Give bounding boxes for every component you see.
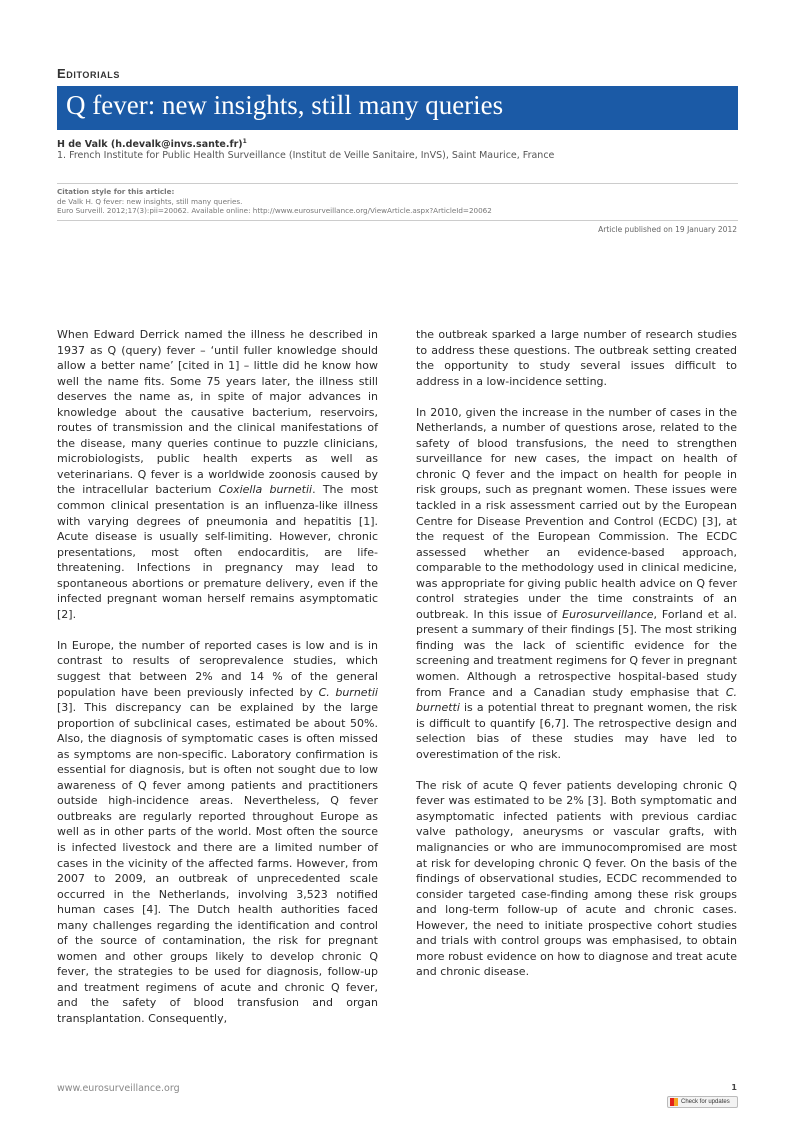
citation-line[interactable]: Euro Surveill. 2012;17(3):pii=20062. Available online: http://www.eurosurveillance.org/ViewArticle.aspx?ArticleId=20062 — [57, 206, 492, 215]
paragraph: In Europe, the number of reported cases is low and is in contrast to results of seroprevalence studies, which suggest that between 2% and 14 % of the general population have been previously infected by C. burnetii [3]. This discrepancy can be explained by the large proportion of subclinical cases, estimated be about 50%. Also, the diagnosis of symptomatic cases is often missed as symptoms are non-specific. Laboratory confirmation is essential for diagnosis, but is often not sought due to low awareness of Q fever among patients and practitioners outside high-incidence areas. Nevertheless, Q fever outbreaks are regularly reported throughout Europe as well as in other parts of the world. Most often the source is infected livestock and there are a limited number of cases in the vicinity of the affected farms. However, from 2007 to 2009, an outbreak of unprecedented scale occurred in the Netherlands, involving 3,523 notified human cases [4]. The Dutch health authorities faced many challenges regarding the identification and control of the source of contamination, the risk for pregnant women and other groups likely to develop chronic Q fever, the strategies to be used for diagnosis, follow-up and treatment regimens of acute and chronic Q fever, and the safety of blood transfusion and organ transplantation. Consequently, — [57, 638, 378, 1026]
check-for-updates-label: Check for updates — [681, 1099, 730, 1105]
footer-url-link[interactable]: www.eurosurveillance.org — [57, 1083, 180, 1094]
affiliation: 1. French Institute for Public Health Surveillance (Institut de Veille Sanitaire, InVS), Saint Maurice, France — [57, 150, 555, 161]
page-number: 1 — [731, 1083, 737, 1092]
author-affil-ref: 1 — [242, 138, 247, 145]
check-for-updates-button[interactable] — [667, 1096, 738, 1108]
crossmark-icon — [670, 1098, 678, 1106]
citation-line: de Valk H. Q fever: new insights, still many queries. — [57, 196, 243, 206]
body-column-right — [416, 327, 737, 995]
article-title: Q fever: new insights, still many queries — [66, 90, 504, 120]
body-column-left — [57, 327, 378, 1042]
paragraph: When Edward Derrick named the illness he described in 1937 as Q (query) fever – ‘until fuller knowledge should allow a better name’ [cited in 1] – little did he know how well the name fits. Some 75 years later, the illness still deserves the name as, in spite of major advances in knowledge about the causative bacterium, reservoirs, routes of transmission and the clinical manifestations of the disease, many queries continue to puzzle clinicians, microbiologists, public health experts as well as veterinarians. Q fever is a worldwide zoonosis caused by the intracellular bacterium Coxiella burnetii. The most common clinical presentation is an influenza-like illness with varying degrees of pneumonia and hepatitis [1]. Acute disease is usually self-limiting. However, chronic presentations, most often endocarditis, are life-threatening. Infections in pregnancy may lead to spontaneous abortions or premature delivery, even if the infected pregnant woman herself remains asymptomatic [2]. — [57, 328, 379, 621]
paragraph: the outbreak sparked a large number of research studies to address these questions. The outbreak setting created the opportunity to study several issues difficult to address in a low-incidence setting. — [416, 328, 737, 388]
published-date: Article published on 19 January 2012 — [598, 225, 737, 234]
author-name: H de Valk (h.devalk@invs.sante.fr) — [57, 139, 243, 151]
author-line — [57, 138, 247, 150]
divider-top — [57, 183, 738, 184]
citation-block — [57, 187, 738, 216]
citation-heading: Citation style for this article: — [57, 187, 175, 196]
paragraph: In 2010, given the increase in the number of cases in the Netherlands, a number of questions arose, related to the safety of blood transfusions, the need to strengthen surveillance for new cases, the impact on health of chronic Q fever and the impact on health for people in risk groups, such as pregnant women. These issues were tackled in a risk assessment carried out by the European Centre for Disease Prevention and Control (ECDC) [3], at the request of the European Commission. The ECDC assessed whether an evidence-based approach, comparable to the methodology used in clinical medicine, was appropriate for giving public health advice on Q fever control strategies under the time constraints of an outbreak. In this issue of Eurosurveillance, Forland et al. present a summary of their findings [5]. The most striking finding was the lack of scientific evidence for the screening and treatment regimens for Q fever in pregnant women. Although a retrospective hospital-based study from France and a Canadian study emphasise that C. burnetti is a potential threat to pregnant women, the risk is difficult to quantify [6,7]. The retrospective design and selection bias of these studies may have led to overestimation of the risk. — [416, 405, 737, 761]
paragraph: The risk of acute Q fever patients developing chronic Q fever was estimated to be 2% [3]. Both symptomatic and asymptomatic infected patients with previous cardiac valve pathology, aneurysms or vascular grafts, with malignancies or who are immunocompromised are most at risk for developing chronic Q fever. On the basis of the findings of observational studies, ECDC recommended to consider targeted case-finding among these risk groups and long-term follow-up of acute and chronic cases. However, the need to initiate prospective cohort studies and trials with control groups was emphasised, to obtain more robust evidence on how to diagnose and treat acute and chronic disease. — [416, 778, 737, 979]
section-label: Editorials — [57, 66, 121, 81]
title-bar — [57, 86, 738, 130]
divider-bottom — [57, 220, 738, 221]
